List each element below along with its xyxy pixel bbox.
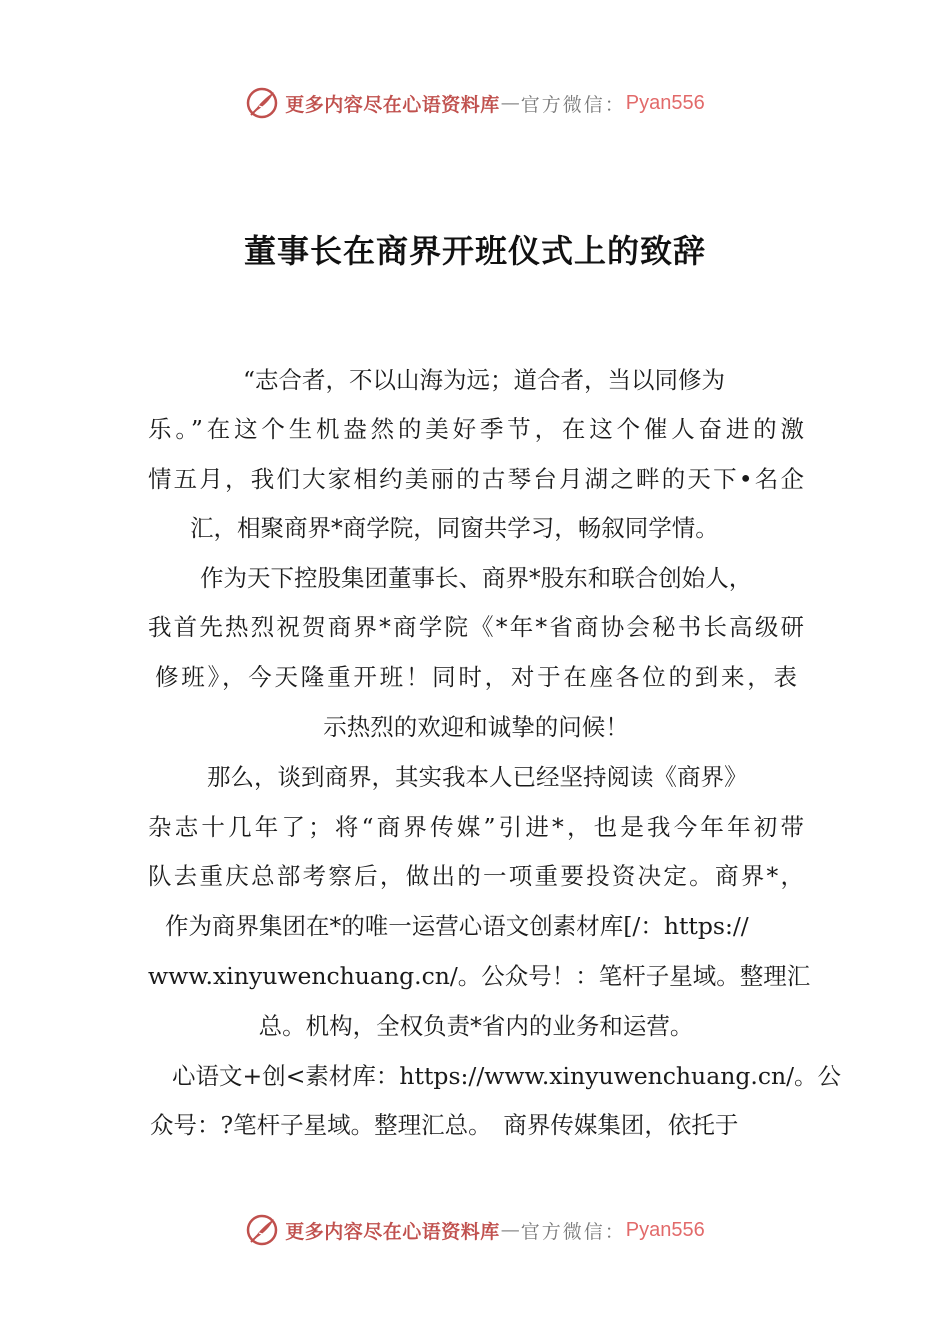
watermark-label: 官方微信： — [520, 1220, 626, 1243]
watermark-main-text: 更多内容尽在心语资料库 — [285, 93, 500, 116]
body-line-8: 示热烈的欢迎和诚挚的问候！ — [323, 713, 629, 741]
body-line-1: “志合者，不以山海为远；道合者，当以同修为 — [243, 366, 726, 394]
watermark-label: 官方微信： — [520, 93, 626, 116]
body-line-3: 情五月，我们大家相约美丽的古琴台月湖之畔的天下•名企 — [148, 465, 804, 493]
watermark-main-text: 更多内容尽在心语资料库 — [285, 1220, 500, 1243]
body-line-14: 总。机构，全权负责*省内的业务和运营。 — [258, 1012, 694, 1040]
body-line-13: www.xinyuwenchuang.cn/。公众号！：笔杆子星域。整理汇 — [148, 962, 811, 990]
watermark-id: Pyan556 — [625, 1218, 705, 1241]
body-line-9: 那么，谈到商界，其实我本人已经坚持阅读《商界》 — [207, 763, 748, 791]
body-line-4: 汇，相聚商界*商学院，同窗共学习，畅叙同学情。 — [190, 514, 719, 542]
watermark-dash: — — [500, 1219, 520, 1241]
body-line-10: 杂志十几年了；将“商界传媒”引进*，也是我今年年初带 — [148, 813, 804, 841]
body-line-16: 众号：?笔杆子星域。整理汇总。 商界传媒集团，依托于 — [150, 1111, 739, 1139]
watermark-banner-bottom — [0, 1210, 950, 1250]
body-line-6: 我首先热烈祝贺商界*商学院《*年*省商协会秘书长高级研 — [148, 613, 804, 641]
watermark-dash: — — [500, 92, 520, 114]
body-line-2: 乐。”在这个生机盎然的美好季节，在这个催人奋进的激 — [148, 415, 804, 443]
body-line-15: 心语文+创<素材库：https://www.xinyuwenchuang.cn/。公 — [172, 1062, 842, 1090]
feather-pen-logo-icon — [245, 86, 279, 120]
body-line-12: 作为商界集团在*的唯一运营心语文创素材库[/：https:// — [165, 912, 749, 940]
feather-pen-logo-icon — [245, 1213, 279, 1247]
watermark-banner-top — [0, 83, 950, 123]
body-line-5: 作为天下控股集团董事长、商界*股东和联合创始人， — [200, 564, 753, 592]
body-line-11: 队去重庆总部考察后，做出的一项重要投资决定。商界*， — [148, 862, 804, 890]
document-title: 董事长在商界开班仪式上的致辞 — [243, 232, 706, 270]
body-line-7: 修班》，今天隆重开班！同时，对于在座各位的到来，表 — [155, 663, 797, 691]
watermark-id: Pyan556 — [625, 91, 705, 114]
